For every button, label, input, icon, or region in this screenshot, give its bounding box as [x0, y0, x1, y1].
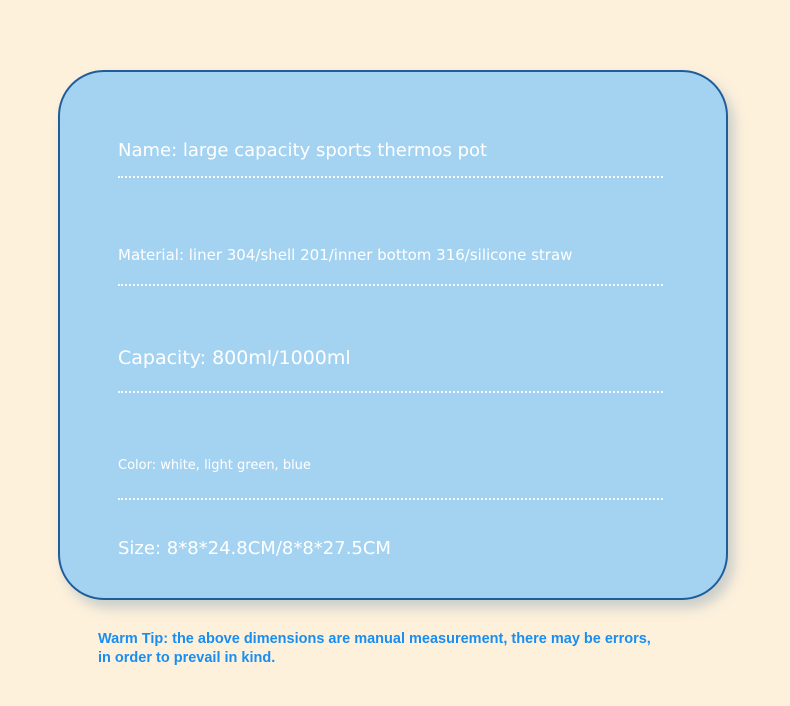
spec-capacity: Capacity: 800ml/1000ml: [118, 347, 351, 369]
spec-name: Name: large capacity sports thermos pot: [118, 140, 488, 161]
dotted-divider: [118, 391, 663, 393]
dotted-divider: [118, 176, 663, 178]
dotted-divider: [118, 284, 663, 286]
spec-card: [58, 70, 728, 600]
spec-material: Material: liner 304/shell 201/inner bottom 316/silicone straw: [118, 246, 573, 264]
warm-tip-note: Warm Tip: the above dimensions are manual measurement, there may be errors, in order to prevail in kind.: [98, 631, 651, 666]
spec-size: Size: 8*8*24.8CM/8*8*27.5CM: [118, 538, 391, 559]
spec-color: Color: white, light green, blue: [118, 458, 311, 473]
dotted-divider: [118, 498, 663, 500]
